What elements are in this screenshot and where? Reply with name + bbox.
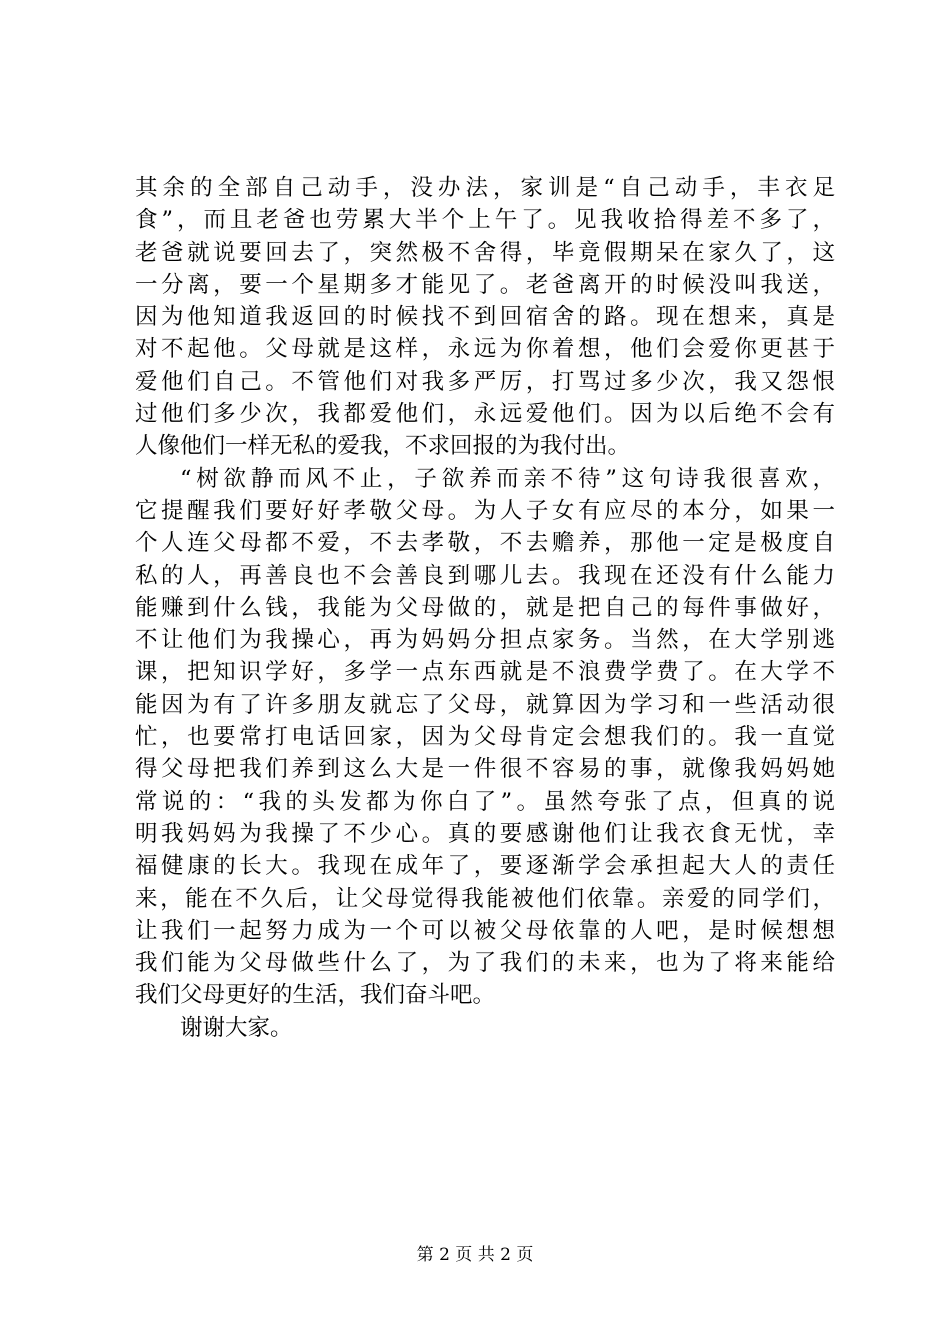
text-line: 谢谢大家。 (180, 1014, 293, 1041)
text-line: 食”，而且老爸也劳累大半个上午了。见我收拾得差不多了， (135, 207, 835, 234)
text-line: 过他们多少次，我都爱他们，永远爱他们。因为以后绝不会有 (135, 401, 835, 428)
text-line: 得父母把我们养到这么大是一件很不容易的事，就像我妈妈她 (135, 756, 835, 783)
text-line: 明我妈妈为我操了不少心。真的要感谢他们让我衣食无忧，幸 (135, 820, 835, 847)
text-line: 私的人，再善良也不会善良到哪儿去。我现在还没有什么能力 (135, 562, 835, 589)
text-line: 其余的全部自己动手，没办法，家训是“自己动手，丰衣足 (135, 175, 835, 201)
text-line: “树欲静而风不止，子欲养而亲不待”这句诗我很喜欢， (180, 465, 835, 492)
text-line: 我们能为父母做些什么了，为了我们的未来，也为了将来能给 (135, 950, 835, 977)
body-text (135, 172, 835, 1044)
text-line: 课，把知识学好，多学一点东西就是不浪费学费了。在大学不 (135, 659, 835, 686)
text-line: 老爸就说要回去了，突然极不舍得，毕竟假期呆在家久了，这 (135, 239, 835, 266)
text-line: 一分离，要一个星期多才能见了。老爸离开的时候没叫我送， (135, 271, 835, 298)
text-line: 不让他们为我操心，再为妈妈分担点家务。当然，在大学别逃 (135, 627, 835, 654)
text-line: 来，能在不久后，让父母觉得我能被他们依靠。亲爱的同学们， (135, 885, 835, 912)
text-line: 我们父母更好的生活，我们奋斗吧。 (135, 982, 496, 1009)
text-line: 因为他知道我返回的时候找不到回宿舍的路。现在想来，真是 (135, 304, 835, 331)
text-line: 福健康的长大。我现在成年了，要逐渐学会承担起大人的责任 (135, 853, 835, 880)
page-number-label: 第 2 页 共 2 页 (416, 1245, 534, 1265)
text-line: 常说的：“我的头发都为你白了”。虽然夸张了点，但真的说 (135, 788, 835, 815)
text-line: 能因为有了许多朋友就忘了父母，就算因为学习和一些活动很 (135, 691, 835, 718)
text-line: 让我们一起努力成为一个可以被父母依靠的人吧，是时候想想 (135, 917, 835, 944)
text-line: 对不起他。父母就是这样，永远为你着想，他们会爱你更甚于 (135, 336, 835, 363)
page-footer (0, 1244, 950, 1266)
text-line: 忙，也要常打电话回家，因为父母肯定会想我们的。我一直觉 (135, 724, 835, 751)
text-line: 能赚到什么钱，我能为父母做的，就是把自己的每件事做好， (135, 594, 835, 621)
text-line: 它提醒我们要好好孝敬父母。为人子女有应尽的本分，如果一 (135, 497, 835, 524)
text-line: 人像他们一样无私的爱我，不求回报的为我付出。 (135, 433, 631, 460)
text-line: 爱他们自己。不管他们对我多严厉，打骂过多少次，我又怨恨 (135, 368, 835, 395)
text-line: 个人连父母都不爱，不去孝敬，不去赡养，那他一定是极度自 (135, 530, 835, 557)
